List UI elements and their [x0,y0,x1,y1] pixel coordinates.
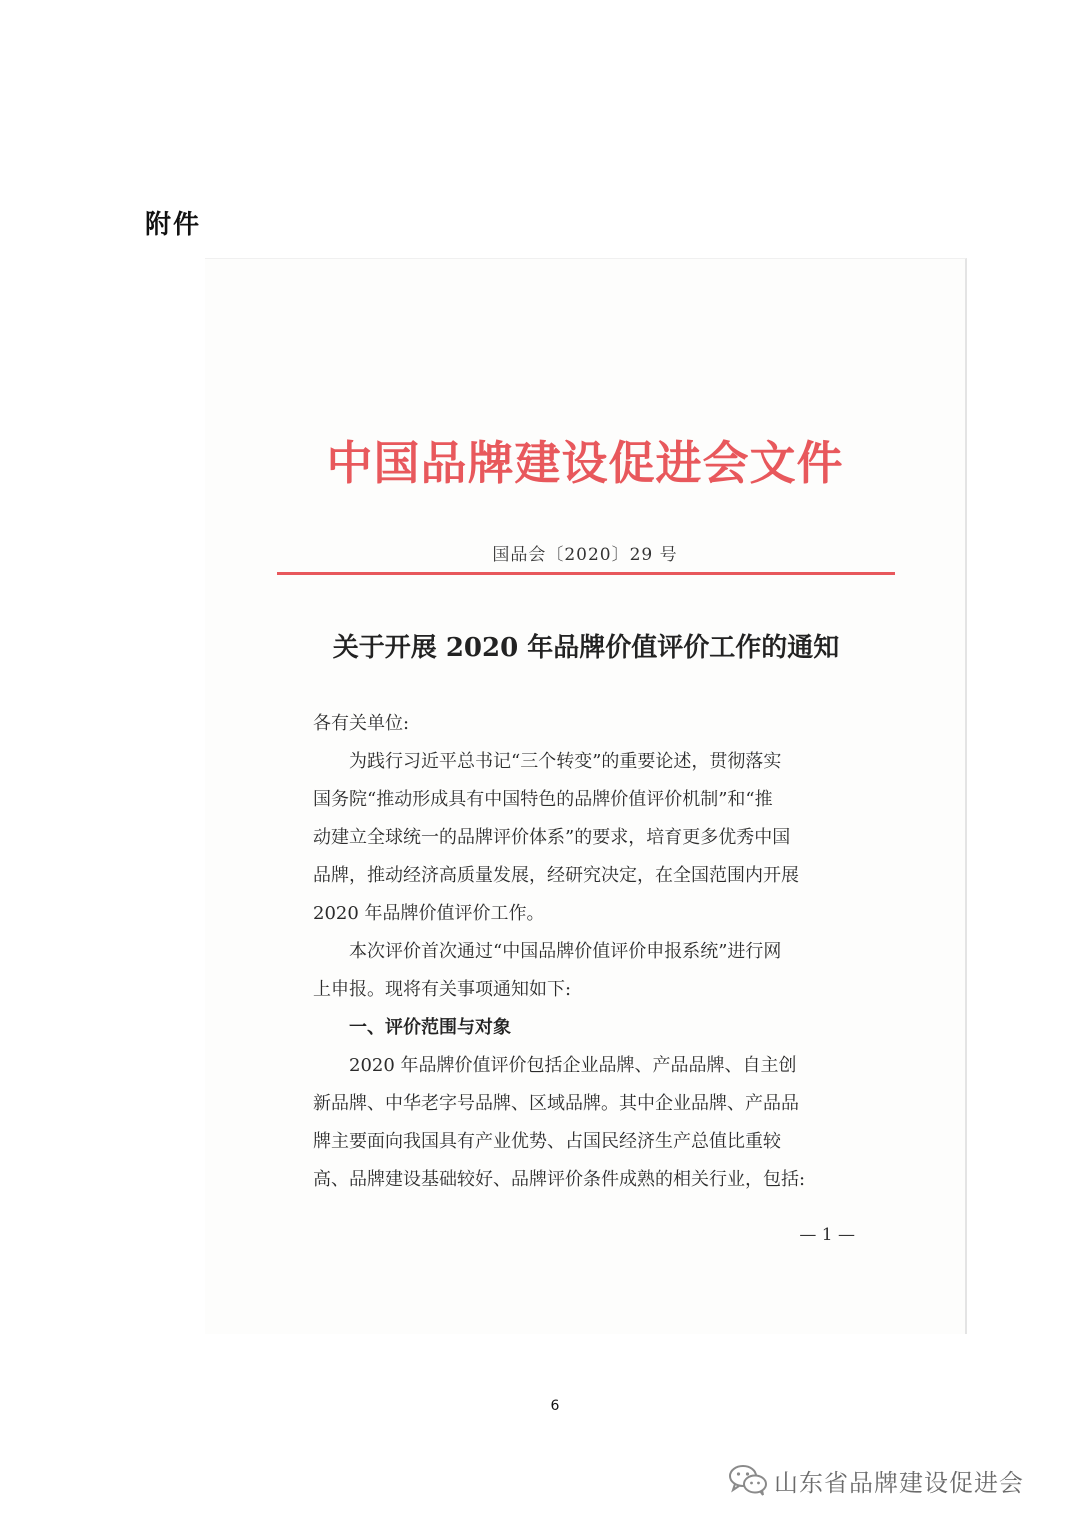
header-divider [277,572,895,575]
body-line: 牌主要面向我国具有产业优势、占国民经济生产总值比重较 [313,1131,781,1152]
inner-page-number: — 1 — [799,1225,855,1245]
section-heading: 一、评价范围与对象 [349,1017,511,1038]
body-line: 上申报。现将有关事项通知如下: [313,979,572,1000]
watermark-text: 山东省品牌建设促进会 [774,1468,1024,1497]
body-line: 高、品牌建设基础较好、品牌评价条件成熟的相关行业，包括: [313,1169,806,1190]
body-line: 本次评价首次通过“中国品牌价值评价申报系统”进行网 [349,941,782,962]
body-line: 为践行习近平总书记“三个转变”的重要论述，贯彻落实 [349,751,782,772]
document-header-title: 中国品牌建设促进会文件 [326,436,844,490]
body-line: 品牌，推动经济高质量发展，经研究决定，在全国范围内开展 [313,865,799,886]
body-line: 2020 年品牌价值评价工作。 [313,903,545,924]
document-number: 国品会〔2020〕29 号 [492,545,678,565]
body-line: 新品牌、中华老字号品牌、区域品牌。其中企业品牌、产品品 [313,1093,799,1114]
notice-body [313,705,843,1199]
body-line: 动建立全球统一的品牌评价体系”的要求，培育更多优秀中国 [313,827,791,848]
page-number: 6 [550,1398,560,1414]
wechat-watermark [728,1460,1024,1500]
salutation: 各有关单位: [313,713,410,734]
body-line: 国务院“推动形成具有中国特色的品牌价值评价机制”和“推 [313,789,773,810]
scanned-document [205,258,967,1334]
body-line: 2020 年品牌价值评价包括企业品牌、产品品牌、自主创 [349,1055,797,1076]
attachment-label: 附件 [145,210,202,240]
notice-title: 关于开展 2020 年品牌价值评价工作的通知 [332,633,840,663]
wechat-icon [728,1462,768,1498]
